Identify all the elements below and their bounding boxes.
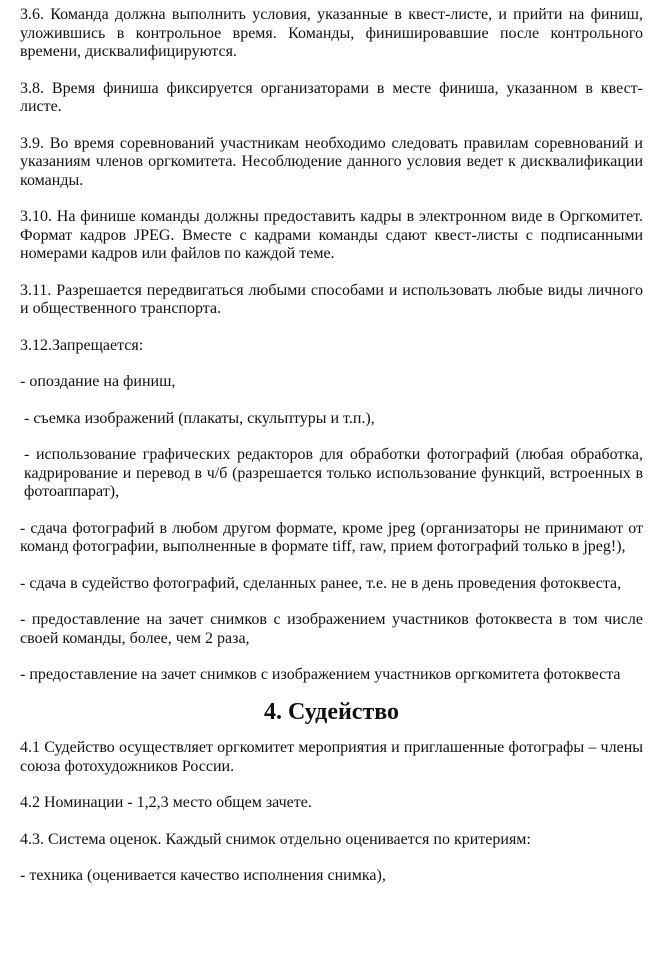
list-item-committee-images: - предоставление на зачет снимков с изображением участников оргкомитета фотоквеста xyxy=(20,666,621,683)
paragraph-3-11: 3.11. Разрешается передвигаться любыми способами и использовать любые виды личного и общественного транспорта. xyxy=(20,281,643,317)
list-item-image-shooting: - съемка изображений (плакаты, скульптуры и т.п.), xyxy=(24,409,375,427)
list-item-late-finish: - опоздание на финиш, xyxy=(20,373,176,390)
list-item-earlier-photos: - сдача в судейство фотографий, сделанных ранее, т.е. не в день проведения фотоквеста, xyxy=(20,574,622,592)
paragraph-3-9: 3.9. Во время соревнований участникам необходимо следовать правилам соревнований и указаниям членов оргкомитета. Несоблюдение данного условия ведет к дисквалификации команды. xyxy=(20,134,643,189)
paragraph-4-1: 4.1 Судейство осуществляет оргкомитет мероприятия и приглашенные фотографы – члены союза фотохудожников России. xyxy=(20,739,643,775)
list-item-technique: - техника (оценивается качество исполнения снимка), xyxy=(20,867,386,884)
paragraph-3-6: 3.6. Команда должна выполнить условия, указанные в квест-листе, и прийти на финиш, уложившись в контрольное время. Команды, финишировавшие после контрольного времени, дисквалифицируются. xyxy=(20,6,643,60)
paragraph-4-3: 4.3. Система оценок. Каждый снимок отдельно оценивается по критериям: xyxy=(20,830,531,848)
document-page xyxy=(20,6,643,904)
paragraph-3-8: 3.8. Время финиша фиксируется организаторами в месте финиша, указанном в квест-листе. xyxy=(20,79,643,115)
paragraph-3-12: 3.12.Запрещается: xyxy=(20,336,144,354)
section-4-heading: 4. Судейство xyxy=(263,698,400,725)
paragraph-3-10: 3.10. На финише команды должны предоставить кадры в электронном виде в Оргкомитет. Формат кадров JPEG. Вместе с кадрами команды сдают квест-листы с подписанными номерами кадров или файлов по каждой теме. xyxy=(20,208,643,262)
list-item-participants-images: - предоставление на зачет снимков с изображением участников фотоквеста в том числе своей команды, более, чем 2 раза, xyxy=(20,611,643,647)
paragraph-4-2: 4.2 Номинации - 1,2,3 место общем зачете. xyxy=(20,794,312,811)
list-item-other-format: - сдача фотографий в любом другом формате, кроме jpeg (организаторы не принимают от команд фотографии, выполненные в формате tiff, raw, прием фотографий только в jpeg!), xyxy=(20,519,643,555)
list-item-graphic-editors: - использование графических редакторов для обработки фотографий (любая обработка, кадрирование и перевод в ч/б (разрешается только использование функций, встроенных в фотоаппарат), xyxy=(24,446,643,500)
